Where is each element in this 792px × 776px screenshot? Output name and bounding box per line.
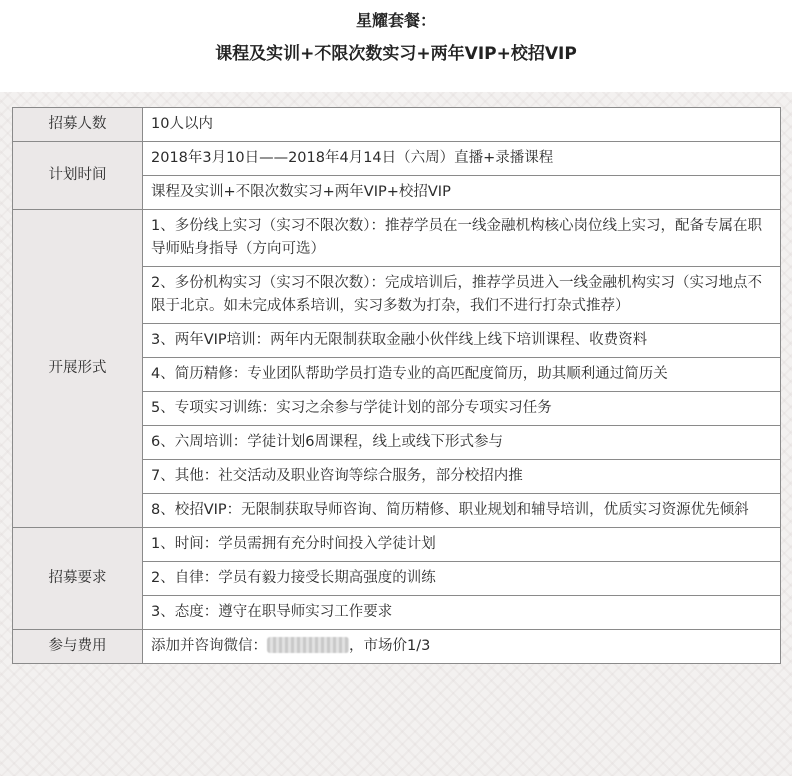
fee-suffix: ，市场价1/3 [349, 638, 431, 654]
format-item-5: 5、专项实习训练：实习之余参与学徒计划的部分专项实习任务 [143, 392, 781, 426]
requirement-item-3: 3、态度：遵守在职导师实习工作要求 [143, 596, 781, 630]
format-item-3: 3、两年VIP培训：两年内无限制获取金融小伙伴线上线下培训课程、收费资料 [143, 324, 781, 358]
fee-value [143, 630, 781, 664]
requirement-item-2: 2、自律：学员有毅力接受长期高强度的训练 [143, 562, 781, 596]
requirement-item-1: 1、时间：学员需拥有充分时间投入学徒计划 [143, 528, 781, 562]
format-item-2: 2、多份机构实习（实习不限次数）：完成培训后，推荐学员进入一线金融机构实习（实习地点不限于北京。如未完成体系培训，实习多数为打杂，我们不进行打杂式推荐） [143, 267, 781, 324]
redacted-wechat-id [267, 637, 349, 653]
fee-prefix: 添加并咨询微信： [151, 638, 267, 654]
package-header [0, 0, 792, 92]
table-row [13, 108, 781, 142]
table-row [13, 210, 781, 267]
format-item-6: 6、六周培训：学徒计划6周课程，线上或线下形式参与 [143, 426, 781, 460]
format-item-8: 8、校招VIP：无限制获取导师咨询、简历精修、职业规划和辅导培训，优质实习资源优先倾斜 [143, 494, 781, 528]
plan-time-schedule: 2018年3月10日——2018年4月14日（六周）直播+录播课程 [143, 142, 781, 176]
table-row [13, 528, 781, 562]
format-item-4: 4、简历精修：专业团队帮助学员打造专业的高匹配度简历，助其顺利通过简历关 [143, 358, 781, 392]
format-label: 开展形式 [13, 210, 143, 528]
requirements-label: 招募要求 [13, 528, 143, 630]
package-subtitle: 课程及实训+不限次数实习+两年VIP+校招VIP [215, 44, 577, 64]
package-details-table [12, 107, 781, 664]
plan-time-package: 课程及实训+不限次数实习+两年VIP+校招VIP [143, 176, 781, 210]
plan-time-label: 计划时间 [13, 142, 143, 210]
table-row [13, 630, 781, 664]
table-row [13, 142, 781, 176]
package-title: 星耀套餐： [355, 11, 436, 30]
format-item-7: 7、其他：社交活动及职业咨询等综合服务，部分校招内推 [143, 460, 781, 494]
format-item-1: 1、多份线上实习（实习不限次数）：推荐学员在一线金融机构核心岗位线上实习，配备专属在职导师贴身指导（方向可选） [143, 210, 781, 267]
recruit-count-value: 10人以内 [143, 108, 781, 142]
fee-label: 参与费用 [13, 630, 143, 664]
recruit-count-label: 招募人数 [13, 108, 143, 142]
